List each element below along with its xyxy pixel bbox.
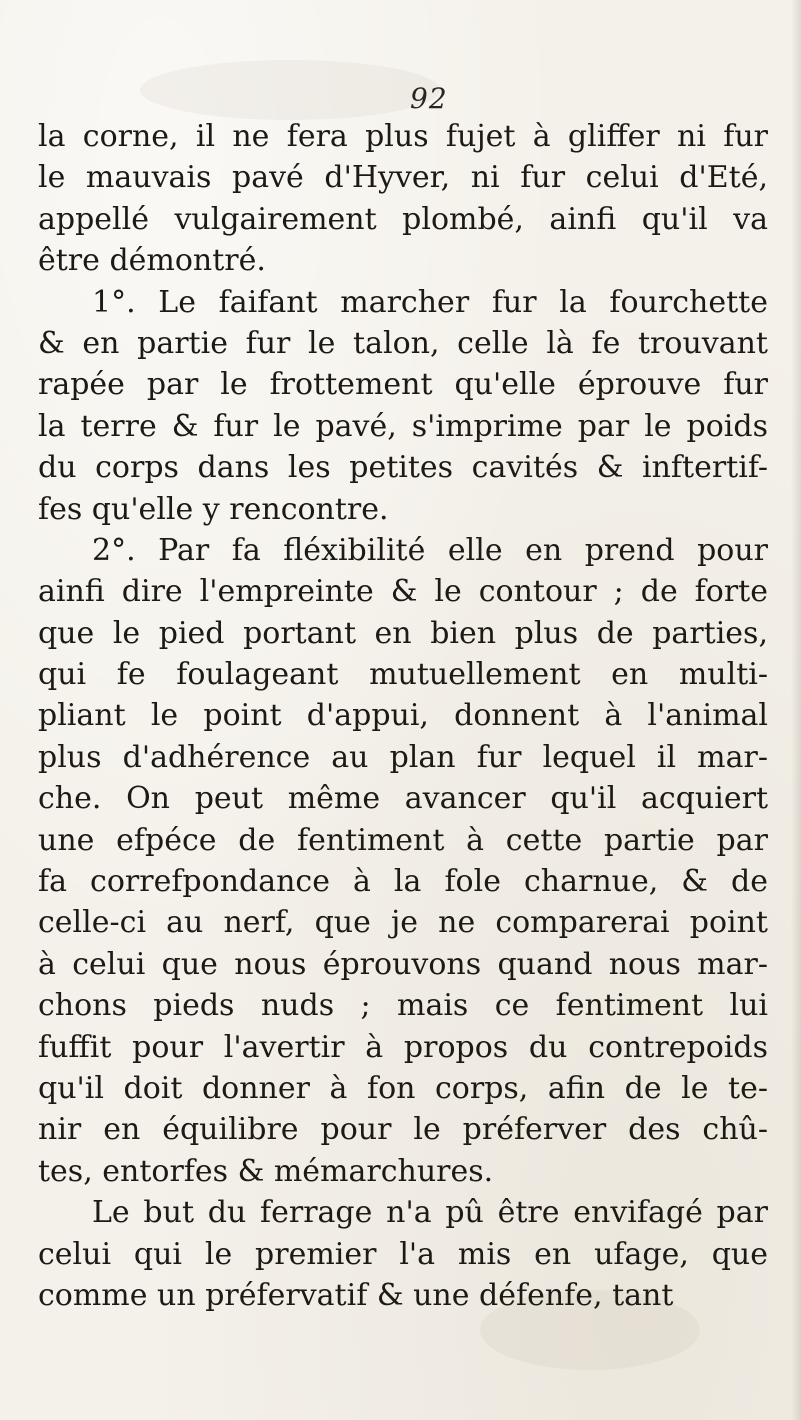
text-line: à celui que nous éprouvons quand nous mar- — [38, 946, 768, 982]
text-line: fuffit pour l'avertir à propos du contrepoids — [38, 1029, 768, 1065]
text-line: comme un préfervatif & une défenfe, tant — [38, 1277, 674, 1313]
text-line: fa correfpondance à la fole charnue, & de — [38, 864, 768, 900]
text-line: celle-ci au nerf, que je ne comparerai point — [38, 905, 768, 941]
text-line: fes qu'elle y rencontre. — [38, 491, 389, 527]
text-line: être démontré. — [38, 243, 266, 279]
body-text — [38, 116, 768, 1316]
text-line: la corne, il ne fera plus fujet à gliffer ni fur — [38, 119, 768, 154]
text-line: qu'il doit donner à fon corps, afin de le te- — [38, 1070, 768, 1106]
page-edge-shadow — [791, 0, 801, 1420]
text-line: 1°. Le faifant marcher fur la fourchette — [92, 284, 768, 320]
text-line: nir en équilibre pour le préferver des chû- — [38, 1112, 768, 1148]
text-line: celui qui le premier l'a mis en ufage, que — [38, 1236, 768, 1272]
page-number: 92 — [410, 82, 448, 115]
text-line: le mauvais pavé d'Hyver, ni fur celui d'Eté, — [38, 160, 768, 196]
paper-stain — [140, 60, 440, 120]
text-line: appellé vulgairement plombé, ainfi qu'il va — [38, 201, 768, 237]
text-line: une efpéce de fentiment à cette partie par — [38, 822, 768, 858]
text-line: ainfi dire l'empreinte & le contour ; de forte — [38, 574, 768, 610]
text-line: la terre & fur le pavé, s'imprime par le poids — [38, 408, 768, 444]
text-line: 2°. Par fa fléxibilité elle en prend pour — [92, 532, 768, 568]
text-line: che. On peut même avancer qu'il acquiert — [38, 781, 768, 817]
text-line: que le pied portant en bien plus de parties, — [38, 615, 768, 651]
text-line: pliant le point d'appui, donnent à l'animal — [38, 698, 768, 734]
text-line: plus d'adhérence au plan fur lequel il mar- — [38, 739, 768, 775]
text-line: & en partie fur le talon, celle là fe trouvant — [38, 325, 768, 361]
text-line: Le but du ferrage n'a pû être envifagé par — [92, 1195, 768, 1231]
text-line: rapée par le frottement qu'elle éprouve fur — [38, 367, 768, 403]
text-line: qui fe foulageant mutuellement en multi- — [38, 657, 768, 693]
text-line: tes, entorfes & mémarchures. — [38, 1153, 494, 1189]
text-line: du corps dans les petites cavités & inftertif- — [38, 450, 768, 486]
text-line: chons pieds nuds ; mais ce fentiment lui — [38, 988, 768, 1024]
